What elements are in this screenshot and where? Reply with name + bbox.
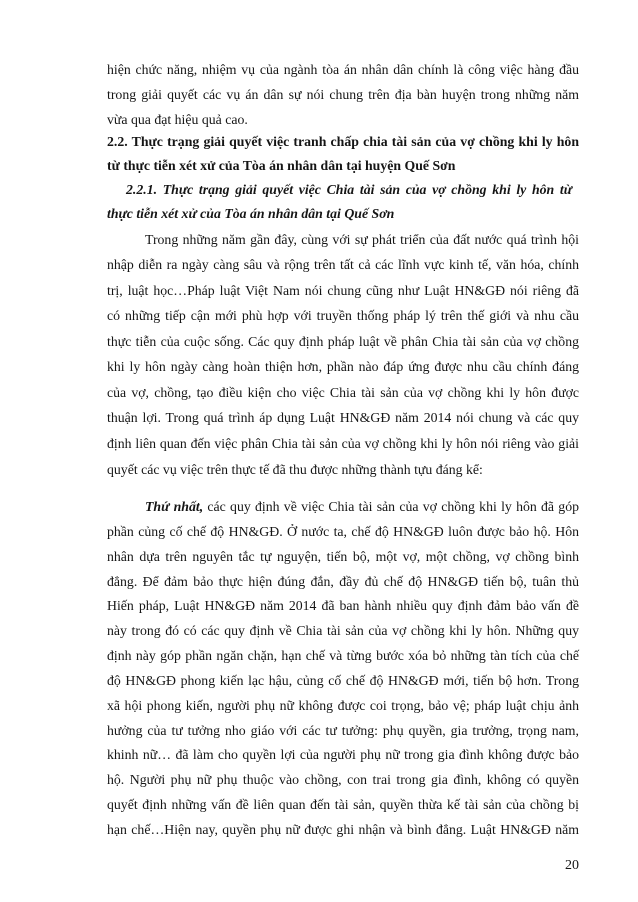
text-line: hiện chức năng, nhiệm vụ của ngành tòa án nhân dân chính là công việc hàng đầu bbox=[107, 62, 579, 77]
text-line: trong giải quyết các vụ án dân sự nói chung trên địa bàn huyện trong những năm bbox=[107, 87, 579, 102]
text-line: hộ. Người phụ nữ phụ thuộc vào chồng, con trai trong gia đình, không có quyền bbox=[107, 772, 579, 787]
heading-line: từ thực tiễn xét xử của Tòa án nhân dân tại huyện Quế Sơn bbox=[107, 158, 456, 173]
text-line: quyết định những vấn đề liên quan đến tài sản, quyền thừa kế tài sản của chồng bị bbox=[107, 797, 579, 812]
text-line: định liên quan đến việc phân Chia tài sản của vợ chồng khi ly hôn nói riêng vào giải bbox=[107, 436, 579, 451]
text-line: hạn chế…Hiện nay, quyền phụ nữ được ghi nhận và bình đẳng. Luật HN&GĐ năm bbox=[107, 822, 579, 837]
text-line: phần củng cố chế độ HN&GĐ. Ở nước ta, chế độ HN&GĐ luôn được bảo hộ. Hôn bbox=[107, 524, 579, 539]
text-line: định này góp phần ngăn chặn, hạn chế và từng bước xóa bỏ những tàn tích của chế bbox=[107, 648, 579, 663]
text-line: Hiến pháp, Luật HN&GĐ năm 2014 đã ban hành nhiều quy định đảm bảo vấn đề bbox=[107, 598, 579, 613]
text-line: khinh nữ… đã làm cho quyền lợi của người phụ nữ trong gia đình không được bảo bbox=[107, 747, 579, 762]
heading-line: 2.2.1. Thực trạng giải quyết việc Chia tài sản của vợ chồng khi ly hôn từ bbox=[126, 182, 572, 197]
text-line: Trong những năm gần đây, cùng với sự phát triển của đất nước quá trình hội bbox=[145, 232, 579, 247]
text-line: vừa qua đạt hiệu quả cao. bbox=[107, 112, 248, 127]
text-line: nhân dựa trên nguyên tắc tự nguyện, tiến bộ, một vợ, một chồng, vợ chồng bình bbox=[107, 549, 579, 564]
page-number: 20 bbox=[565, 858, 579, 873]
text-line: độ HN&GĐ phong kiến lạc hậu, củng cố chế độ HN&GĐ mới, tiến bộ hơn. Trong bbox=[107, 673, 579, 688]
text-line bbox=[145, 497, 579, 517]
text-line: khi ly hôn ngày càng hoàn thiện hơn, phần nào đáp ứng được nhu cầu chính đáng bbox=[107, 359, 579, 374]
text-line: quyết các vụ việc trên thực tế đã thu được những thành tựu đáng kể: bbox=[107, 462, 483, 477]
heading-line: 2.2. Thực trạng giải quyết việc tranh chấp chia tài sản của vợ chồng khi ly hôn bbox=[107, 134, 579, 149]
text-line: thực tiễn của cuộc sống. Các quy định pháp luật về phân Chia tài sản của vợ chồng bbox=[107, 334, 579, 349]
text-line: này trong đó có các quy định về Chia tài sản của vợ chồng khi ly hôn. Những quy bbox=[107, 623, 579, 638]
line-text: các quy định về việc Chia tài sản của vợ chồng khi ly hôn đã góp bbox=[207, 499, 580, 514]
text-line: xã hội phong kiến, người phụ nữ không được coi trọng, bảo vệ; pháp luật chịu ảnh bbox=[107, 698, 579, 713]
text-line: có những tiếp cận mới phù hợp với truyền thống pháp lý trên thế giới và nhu cầu bbox=[107, 308, 579, 323]
text-line: hưởng của tư tưởng nho giáo với các tư tưởng: phụ quyền, gia trưởng, trọng nam, bbox=[107, 723, 579, 738]
text-line: trị, luật học…Pháp luật Việt Nam nói chung cũng như Luật HN&GĐ nói riêng đã bbox=[107, 283, 579, 298]
text-line: của vợ, chồng, tạo điều kiện cho việc Chia tài sản của vợ chồng khi ly hôn được bbox=[107, 385, 579, 400]
heading-line: thực tiễn xét xử của Tòa án nhân dân tại Quế Sơn bbox=[107, 206, 395, 221]
text-line: thuận lợi. Trong quá trình áp dụng Luật HN&GĐ năm 2014 nói chung và các quy bbox=[107, 410, 579, 425]
text-line: đẳng. Để đảm bảo thực hiện đúng đắn, đầy đủ chế độ HN&GĐ tiến bộ, tuân thủ bbox=[107, 574, 579, 589]
text-line: nhập diễn ra ngày càng sâu và rộng trên tất cả các lĩnh vực kinh tế, văn hóa, chính bbox=[107, 257, 579, 272]
emphasis-lead: Thứ nhất, bbox=[145, 499, 204, 514]
